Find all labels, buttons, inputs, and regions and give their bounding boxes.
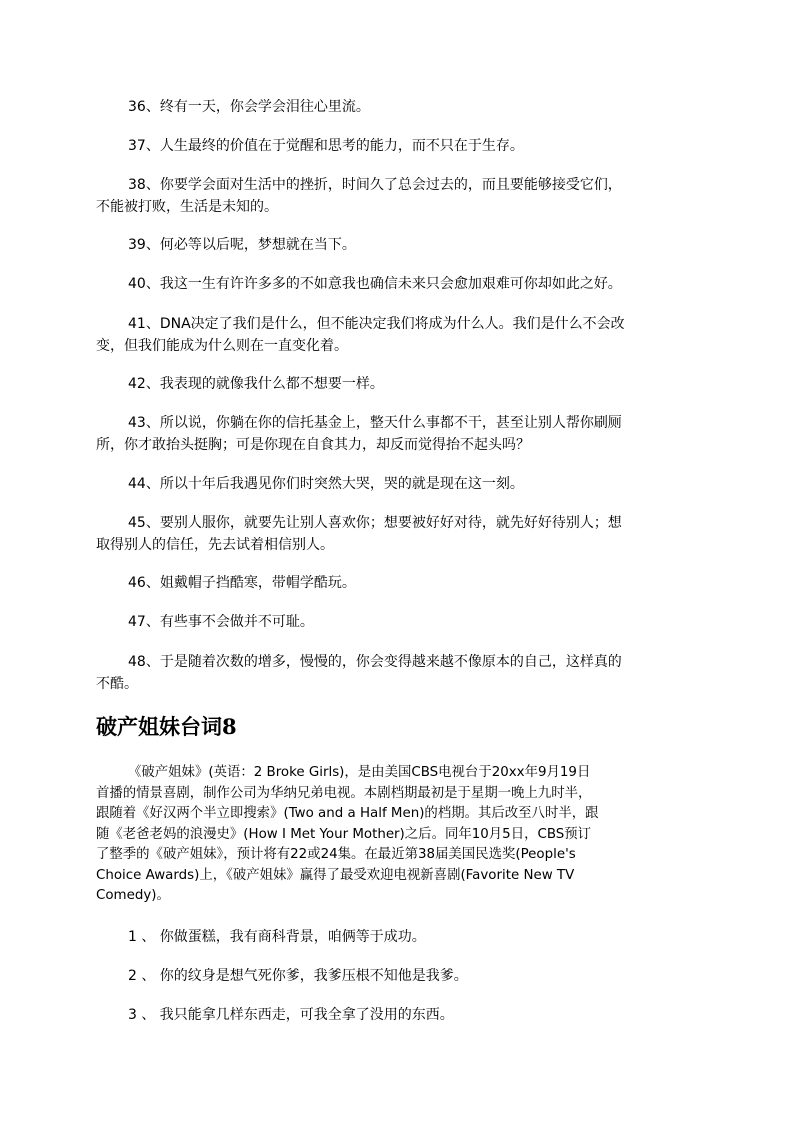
list-item: 36、终有一天，你会学会泪往心里流。 bbox=[128, 99, 370, 115]
list-item: 43、所以说，你躺在你的信托基金上，整天什么事都不干，甚至让别人帮你刷厕 所，你才敢抬头挺胸；可是你现在自食其力，却反而觉得抬不起头吗？ bbox=[96, 415, 622, 453]
section-heading: 破产姐妹台词8 bbox=[96, 714, 237, 739]
list-item: 38、你要学会面对生活中的挫折，时间久了总会过去的，而且要能够接受它们， 不能被打败，生活是未知的。 bbox=[96, 177, 622, 215]
intro-paragraph: 《破产姐妹》(英语：2 Broke Girls)，是由美国CBS电视台于20xx年9月19日 首播的情景喜剧，制作公司为华纳兄弟电视。本剧档期最初是于星期一晚上九时半， 跟随着《好汉两个半立即搜索》(Two and a Half Men)的档期。其后改至八时半，跟 随《老爸老妈的浪漫史》(How I Met Your Mother)之后。同年10月5日，CBS预订 了整季的《破产姐妹》，预计将有22或24集。在最近第38届美国民选奖(People's Choice Awards)上，《破产姐妹》赢得了最受欢迎电视新喜剧(Favorite New TV Comedy)。 bbox=[96, 765, 599, 903]
list-item: 48、于是随着次数的增多，慢慢的，你会变得越来越不像原本的自己，这样真的 不酷。 bbox=[96, 654, 622, 692]
quote-item: 1 、 你做蛋糕，我有商科背景，咱俩等于成功。 bbox=[128, 929, 426, 945]
list-item: 47、有些事不会做并不可耻。 bbox=[128, 614, 314, 630]
quote-item: 2 、 你的纹身是想气死你爹，我爹压根不知他是我爹。 bbox=[128, 968, 468, 984]
quote-item: 3 、 我只能拿几样东西走，可我全拿了没用的东西。 bbox=[128, 1007, 454, 1023]
list-item: 46、姐戴帽子挡酷寒，带帽学酷玩。 bbox=[128, 575, 356, 591]
list-item: 42、我表现的就像我什么都不想要一样。 bbox=[128, 376, 384, 392]
list-item: 45、要别人服你，就要先让别人喜欢你；想要被好好对待，就先好好待别人；想 取得别人的信任，先去试着相信别人。 bbox=[96, 515, 622, 553]
list-item: 40、我这一生有许许多多的不如意我也确信未来只会愈加艰难可你却如此之好。 bbox=[128, 276, 622, 292]
list-item: 39、何必等以后呢，梦想就在当下。 bbox=[128, 237, 356, 253]
list-item: 37、人生最终的价值在于觉醒和思考的能力，而不只在于生存。 bbox=[128, 138, 524, 154]
list-item: 44、所以十年后我遇见你们时突然大哭，哭的就是现在这一刻。 bbox=[128, 476, 524, 492]
list-item: 41、DNA决定了我们是什么，但不能决定我们将成为什么人。我们是什么不会改 变，但我们能成为什么则在一直变化着。 bbox=[96, 316, 625, 354]
